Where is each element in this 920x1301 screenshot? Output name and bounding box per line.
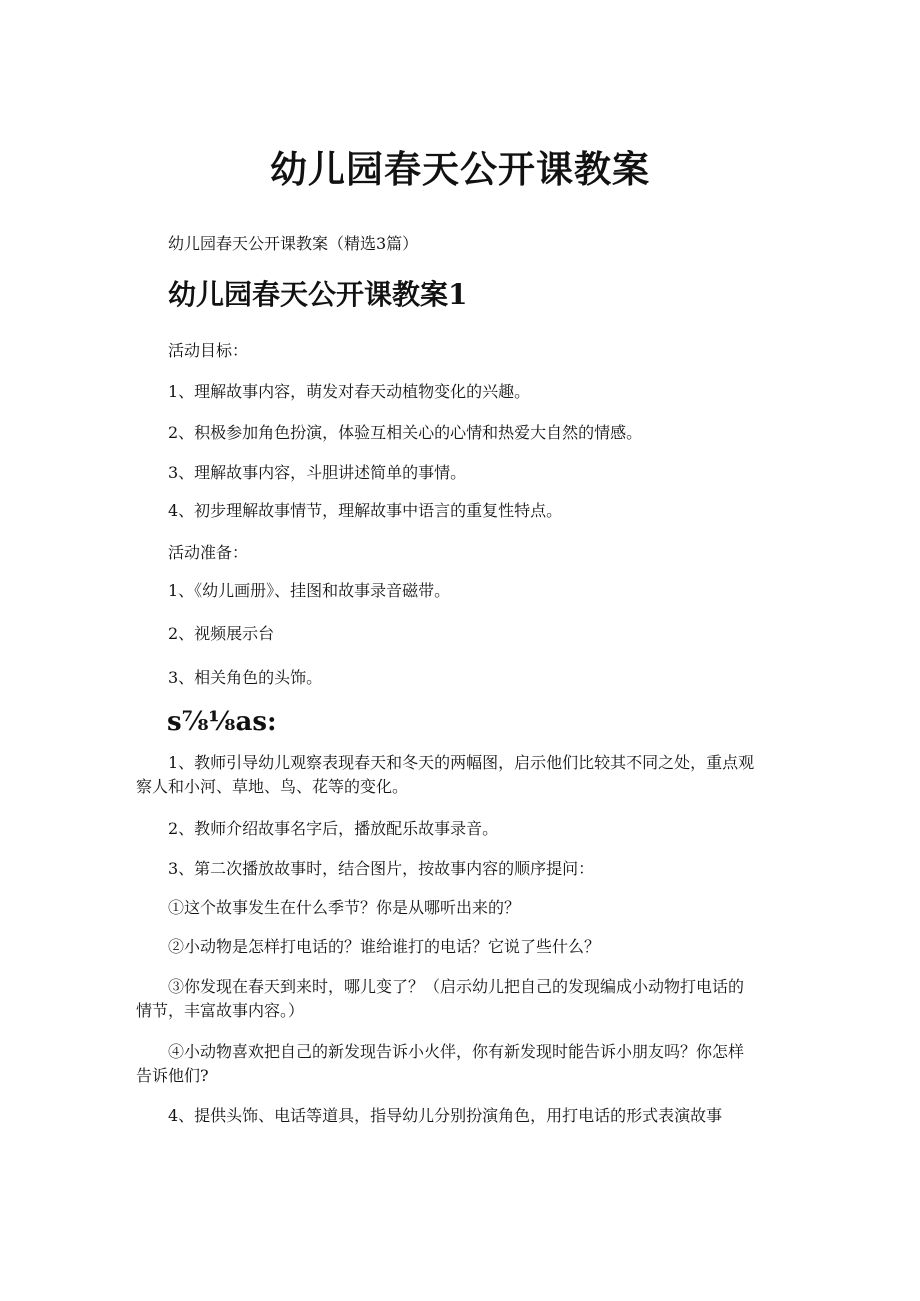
goal-item: 4、初步理解故事情节，理解故事中语言的重复性特点。 bbox=[168, 501, 563, 520]
document-subtitle: 幼儿园春天公开课教案（精选3篇） bbox=[168, 234, 419, 253]
question-item: ①这个故事发生在什么季节？你是从哪听出来的？ bbox=[168, 898, 521, 917]
question-item: ④小动物喜欢把自己的新发现告诉小火伴，你有新发现时能告诉小朋友吗？你怎样告诉他们? bbox=[136, 1042, 745, 1085]
goal-item: 3、理解故事内容，斗胆讲述简单的事情。 bbox=[168, 463, 467, 482]
document-title: 幼儿园春天公开课教案 bbox=[270, 147, 650, 191]
prep-item: 3、相关角色的头饰。 bbox=[168, 668, 323, 687]
prep-item: 1、《幼儿画册》、挂图和故事录音磁带。 bbox=[168, 581, 451, 600]
prep-item: 2、视频展示台 bbox=[168, 624, 275, 643]
step-item: 4、提供头饰、电话等道具，指导幼儿分别扮演角色，用打电话的形式表演故事 bbox=[168, 1106, 723, 1125]
step-item: 1、教师引导幼儿观察表现春天和冬天的两幅图，启示他们比较其不同之处，重点观察人和小河、草地、鸟、花等的变化。 bbox=[136, 753, 755, 796]
step-item: 3、第二次播放故事时，结合图片，按故事内容的顺序提问： bbox=[168, 859, 595, 878]
goal-item: 2、积极参加角色扮演，体验互相关心的心情和热爱大自然的情感。 bbox=[168, 423, 643, 442]
question-item: ②小动物是怎样打电话的？谁给谁打的电话？它说了些什么？ bbox=[168, 937, 601, 956]
goal-item: 1、理解故事内容，萌发对春天动植物变化的兴趣。 bbox=[168, 382, 531, 401]
process-heading: s⅞⅛as: bbox=[167, 707, 277, 737]
prep-label: 活动准备： bbox=[168, 543, 249, 562]
step-item: 2、教师介绍故事名字后，播放配乐故事录音。 bbox=[168, 819, 499, 838]
goals-label: 活动目标： bbox=[168, 341, 249, 360]
section-heading: 幼儿园春天公开课教案1 bbox=[168, 278, 468, 311]
question-item: ③你发现在春天到来时，哪儿变了？（启示幼儿把自己的发现编成小动物打电话的情节，丰富故事内容。） bbox=[136, 977, 745, 1020]
